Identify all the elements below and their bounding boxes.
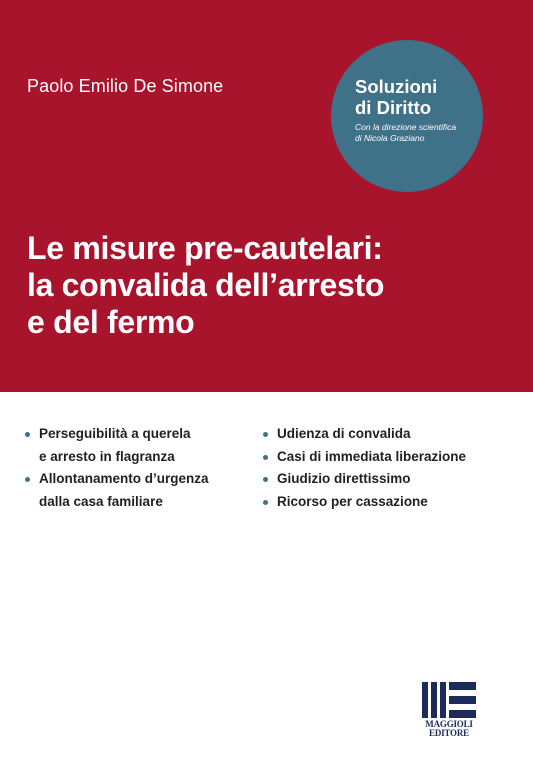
series-title bbox=[355, 76, 437, 118]
publisher-name-line-2: EDITORE bbox=[429, 728, 469, 738]
book-title bbox=[27, 230, 384, 341]
topic-item: Casi di immediata liberazione bbox=[263, 446, 466, 469]
topics-list-left bbox=[25, 423, 209, 513]
topic-item-continuation: dalla casa familiare bbox=[39, 493, 163, 509]
series-subtitle-line-2: di Nicola Graziano bbox=[355, 133, 425, 143]
series-subtitle-line-1: Con la direzione scientifica bbox=[355, 122, 457, 132]
topics-list-right bbox=[263, 423, 466, 513]
book-title-line-1: Le misure pre-cautelari: bbox=[27, 230, 383, 266]
series-badge bbox=[331, 40, 483, 192]
publisher-logo bbox=[418, 680, 480, 738]
topic-item: Perseguibilità a querela bbox=[25, 423, 209, 446]
publisher-name-line-1: MAGGIOLI bbox=[425, 719, 473, 729]
topic-item: Allontanamento d’urgenza bbox=[25, 468, 209, 491]
book-title-line-3: e del fermo bbox=[27, 304, 195, 340]
topic-item: Udienza di convalida bbox=[263, 423, 466, 446]
maggioli-logo-icon bbox=[418, 680, 480, 720]
author-name: Paolo Emilio De Simone bbox=[27, 76, 224, 96]
series-subtitle bbox=[355, 122, 456, 144]
series-title-line-1: Soluzioni bbox=[355, 76, 438, 97]
topic-item: Giudizio direttissimo bbox=[263, 468, 466, 491]
book-title-line-2: la convalida dell’arresto bbox=[27, 267, 385, 303]
topic-item-continuation: e arresto in flagranza bbox=[39, 448, 175, 464]
topic-item: Ricorso per cassazione bbox=[263, 491, 466, 514]
series-title-line-2: di Diritto bbox=[355, 97, 432, 118]
